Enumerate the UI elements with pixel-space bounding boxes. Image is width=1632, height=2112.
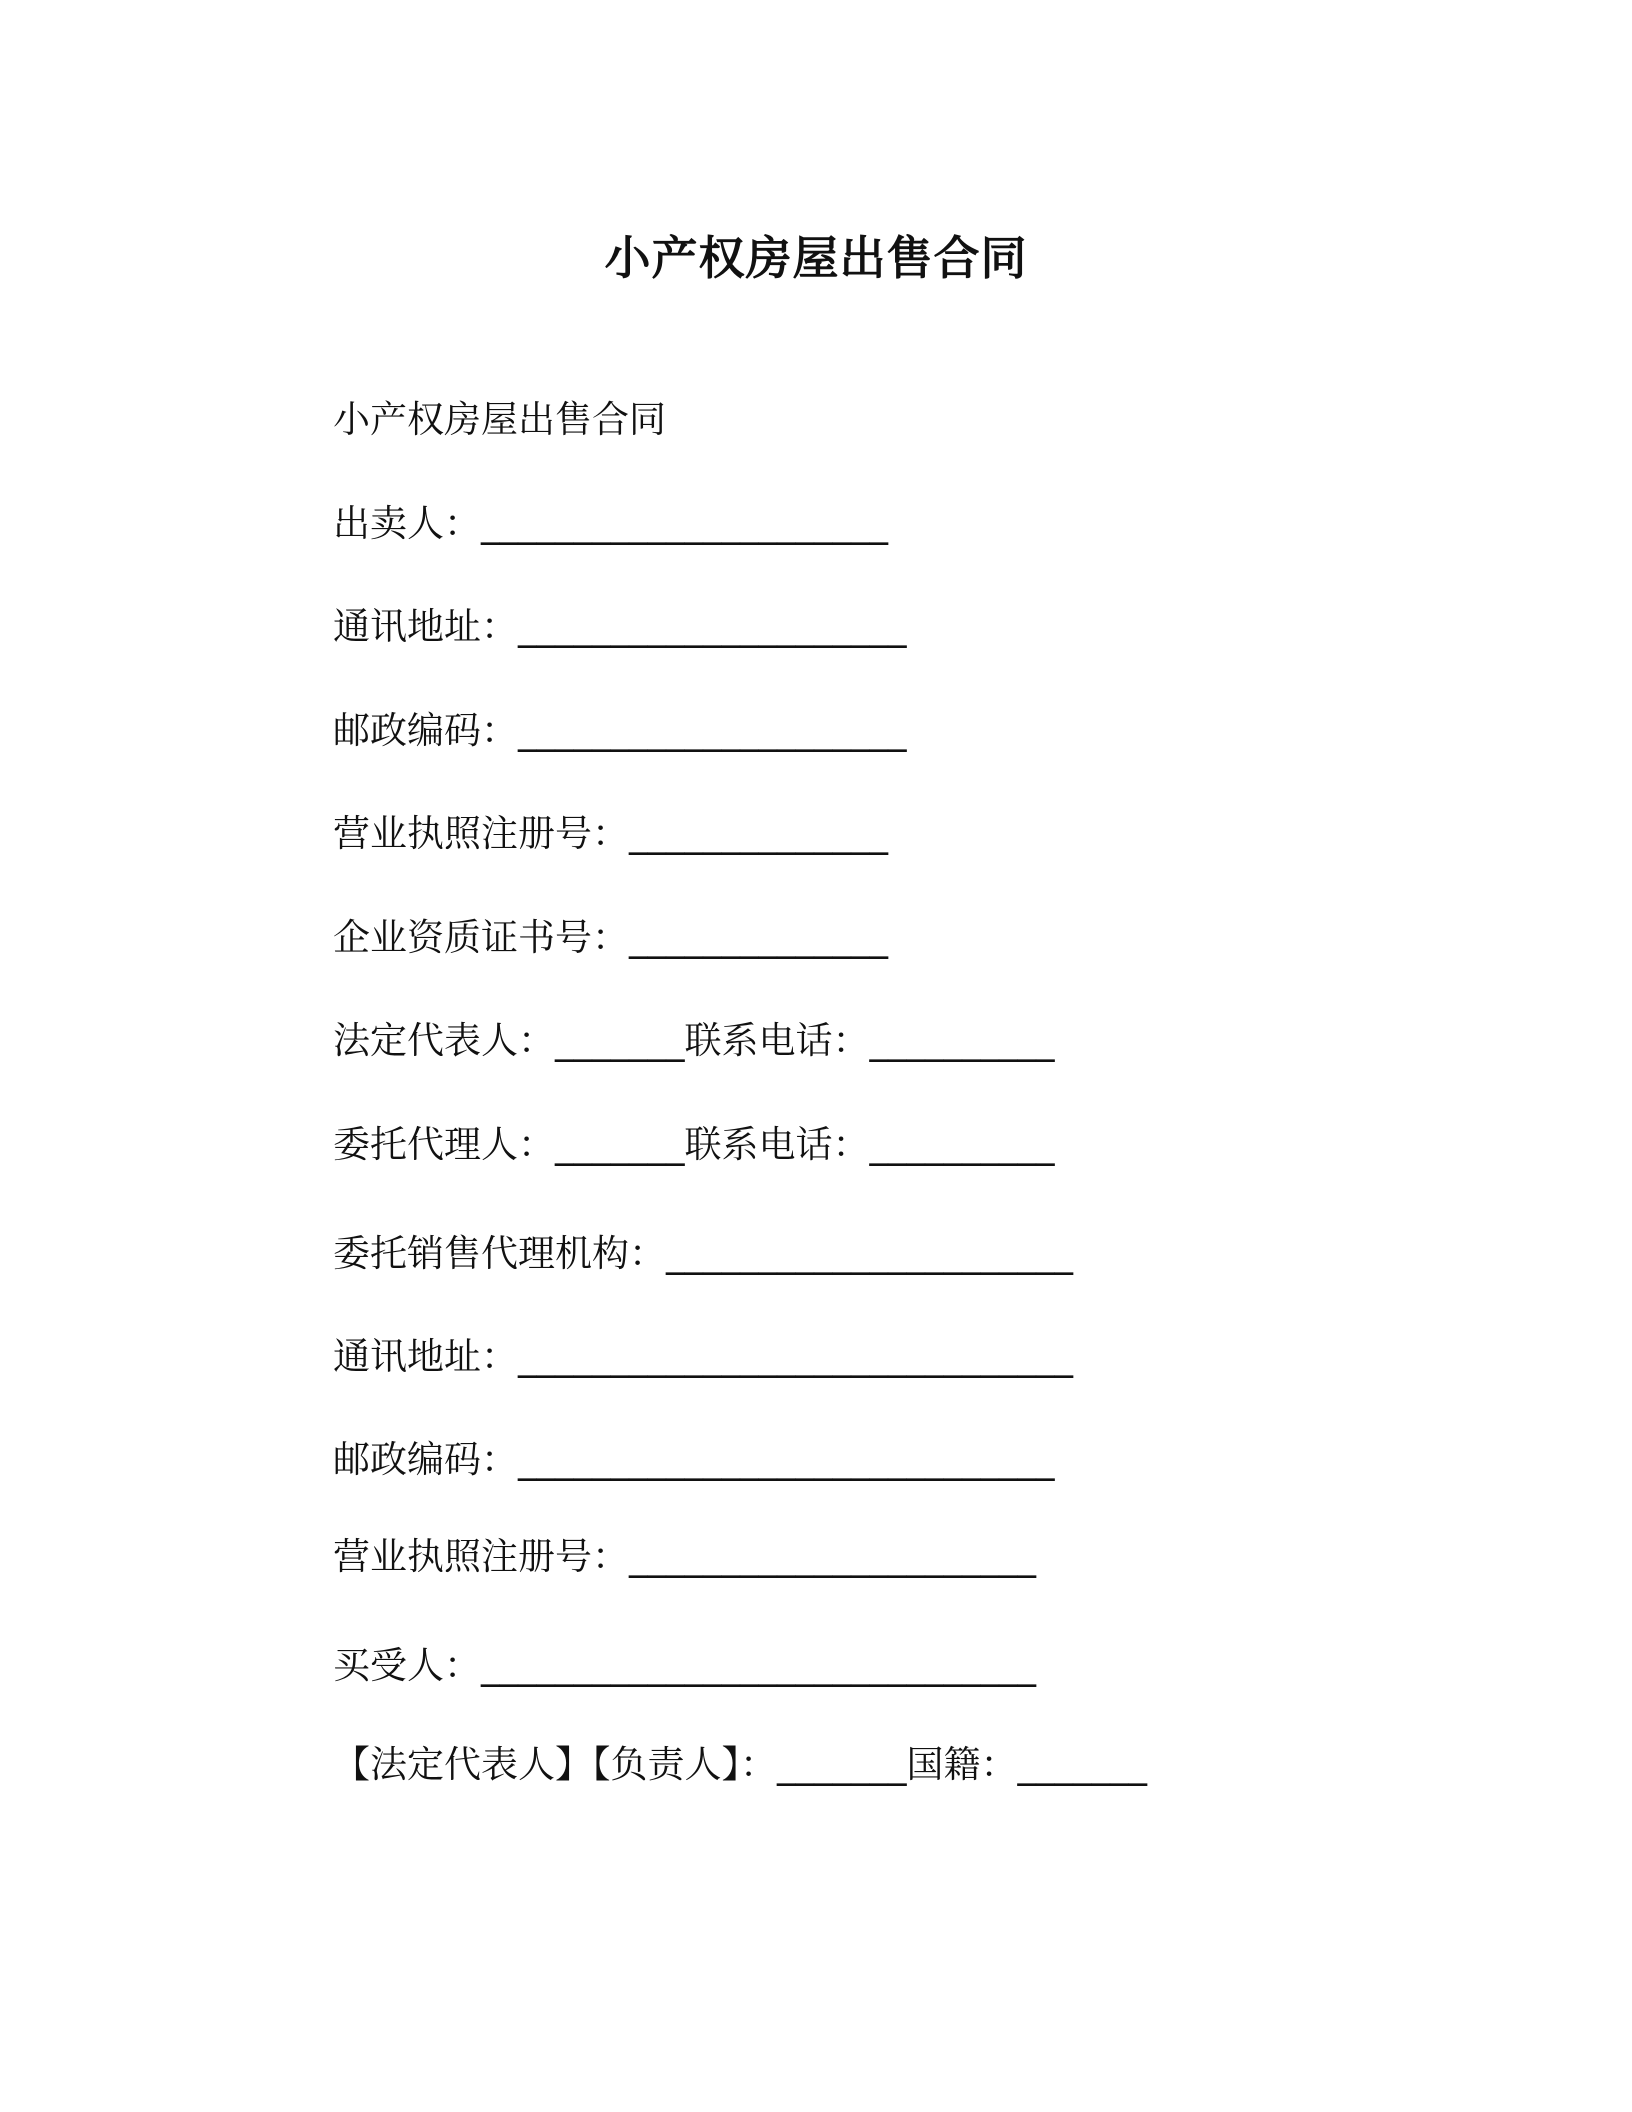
agency-license-line: 营业执照注册号：______________________	[333, 1535, 1036, 1578]
document-title: 小产权房屋出售合同	[604, 231, 1028, 285]
buyer-representative-line: 【法定代表人】【负责人】：_______国籍：_______	[333, 1743, 1147, 1786]
authorized-agent-line: 委托代理人：_______联系电话：__________	[333, 1123, 1055, 1166]
seller-line: 出卖人：______________________	[333, 502, 888, 545]
legal-representative-line: 法定代表人：_______联系电话：__________	[333, 1019, 1055, 1062]
seller-license-line: 营业执照注册号：______________	[333, 812, 888, 855]
contract-heading: 小产权房屋出售合同	[333, 398, 666, 441]
buyer-line: 买受人：______________________________	[333, 1644, 1036, 1687]
seller-address-line: 通讯地址：_____________________	[333, 605, 907, 648]
seller-postcode-line: 邮政编码：_____________________	[333, 709, 907, 752]
seller-qualification-line: 企业资质证书号：______________	[333, 916, 888, 959]
agency-address-line: 通讯地址：______________________________	[333, 1335, 1073, 1378]
sales-agency-line: 委托销售代理机构：______________________	[333, 1232, 1073, 1275]
agency-postcode-line: 邮政编码：_____________________________	[333, 1438, 1055, 1481]
